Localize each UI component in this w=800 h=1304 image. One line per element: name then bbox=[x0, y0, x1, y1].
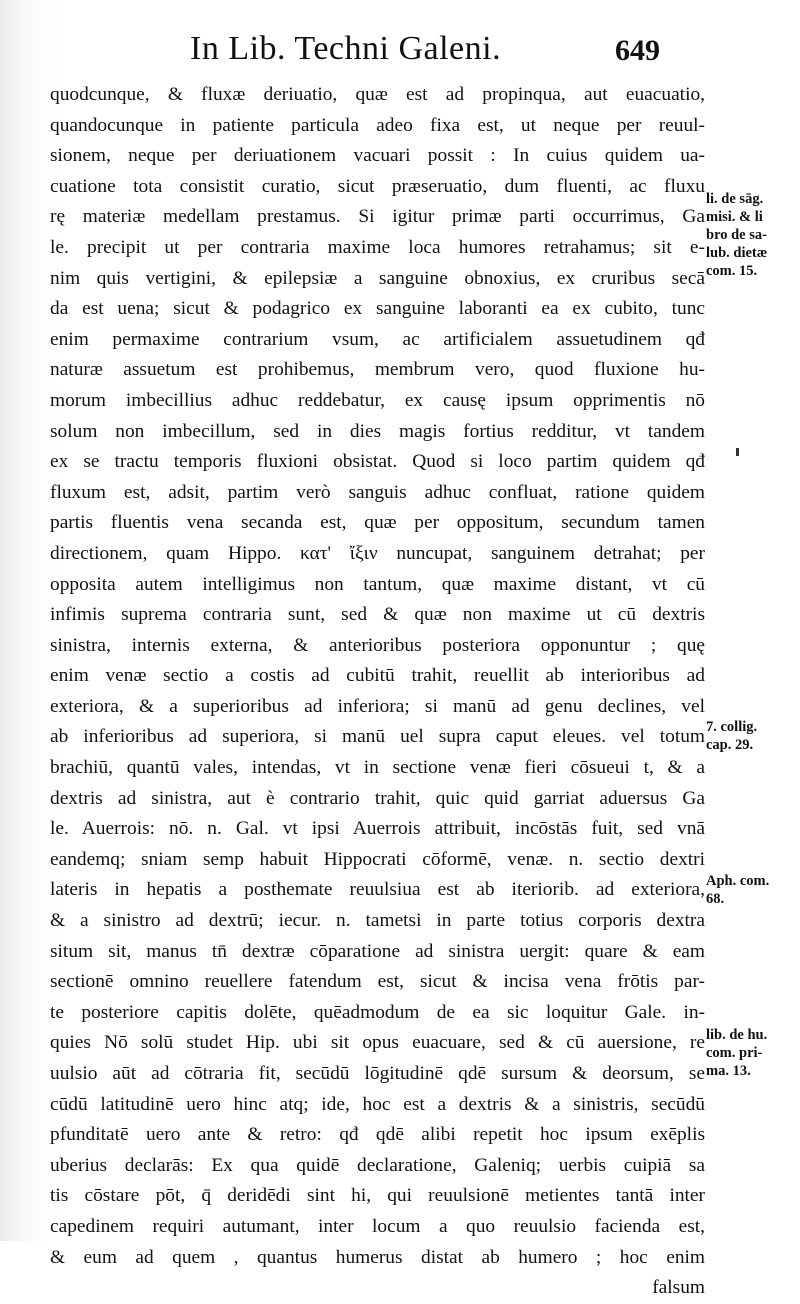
text-line: le. precipit ut per contraria maxime loca humores retrahamus; sit e- bbox=[50, 236, 705, 258]
text-line: naturæ assuetum est prohibemus, membrum vero, quod fluxione hu- bbox=[50, 359, 705, 381]
text-line: opposita autem intelligimus non tantum, quæ maxime distant, vt cū bbox=[50, 573, 705, 595]
margin-note-line: cap. 29. bbox=[706, 737, 754, 753]
text-line: lateris in hepatis a posthemate reuulsiua est ab iteriorib. ad exteriora, bbox=[50, 879, 705, 901]
margin-note-line: lib. de hu. bbox=[706, 1027, 768, 1043]
text-line: rę materiæ medellam prestamus. Si igitur primæ parti occurrimus, Ga bbox=[50, 206, 705, 228]
text-line: cuatione tota consistit curatio, sicut præseruatio, dum fluenti, ac fluxu bbox=[50, 175, 705, 197]
text-line: solum non imbecillum, sed in dies magis fortius redditur, vt tandem bbox=[50, 420, 705, 442]
page-header bbox=[190, 30, 660, 74]
text-line: cūdū latitudinē uero hinc atq; ide, hoc est a dextris & a sinistris, secūdū bbox=[50, 1093, 705, 1115]
text-line: sionem, neque per deriuationem vacuari possit : In cuius quidem ua- bbox=[50, 145, 705, 167]
text-line: & eum ad quem , quantus humerus distat ab humero ; hoc enim bbox=[50, 1246, 705, 1268]
text-line: partis fluentis vena secanda est, quæ per oppositum, secundum tamen bbox=[50, 512, 705, 534]
margin-note-line: ma. 13. bbox=[706, 1063, 751, 1079]
text-line: eandemq; sniam semp habuit Hippocrati cōformē, venæ. n. sectio dextri bbox=[50, 848, 705, 870]
text-line: brachiū, quantū vales, intendas, vt in sectione venæ fieri cōsueui t, & a bbox=[50, 757, 705, 779]
text-line: sinistra, internis externa, & anterioribus posteriora opponuntur ; quę bbox=[50, 634, 705, 656]
margin-note-line: misi. & li bbox=[706, 209, 763, 225]
page-number: 649 bbox=[615, 34, 660, 67]
text-line: enim venæ sectio a costis ad cubitū trahit, reuellit ab interioribus ad bbox=[50, 665, 705, 687]
text-line: enim permaxime contrarium vsum, ac artificialem assuetudinem qđ bbox=[50, 328, 705, 350]
text-line: & a sinistro ad dextrū; iecur. n. tametsi in parte totius corporis dextra bbox=[50, 910, 705, 932]
text-line: da est uena; sicut & podagrico ex sanguine laboranti ea ex cubito, tunc bbox=[50, 298, 705, 320]
text-line: capedinem requiri autumant, inter locum a quo reuulsio facienda est, bbox=[50, 1215, 705, 1237]
text-line: ex se tractu temporis fluxioni obsistat. Quod si loco partim quidem qđ bbox=[50, 451, 705, 473]
text-line: situm sit, manus tn̄ dextræ cōparatione ad sinistra uergit: quare & eam bbox=[50, 940, 705, 962]
text-line: exteriora, & a superioribus ad inferiora; si manū ad genu declines, vel bbox=[50, 695, 705, 717]
margin-note-line: lub. dietæ bbox=[706, 245, 768, 261]
margin-note-line: Aph. com. bbox=[706, 873, 770, 889]
margin-note-line: li. de sāg. bbox=[706, 191, 764, 207]
ink-speck bbox=[736, 448, 739, 456]
text-line: te posteriore capitis dolēte, quēadmodum de ea sic loquitur Gale. in- bbox=[50, 1001, 705, 1023]
text-line: quandocunque in patiente particula adeo fixa est, ut neque per reuul- bbox=[50, 114, 705, 136]
text-line: uulsio aūt ad cōtraria fit, secūdū lōgitudinē qdē sursum & deorsum, se bbox=[50, 1063, 705, 1084]
running-head: In Lib. Techni Galeni. bbox=[190, 30, 502, 67]
margin-note-line: 68. bbox=[706, 891, 725, 907]
text-line: dextris ad sinistra, aut è contrario trahit, quic quid garriat aduersus Ga bbox=[50, 787, 705, 809]
margin-note-line: bro de sa- bbox=[706, 227, 767, 243]
text-line: pfunditatē uero ante & retro: qđ qdē alibi repetit hoc ipsum exēplis bbox=[50, 1124, 705, 1146]
text-line: quies Nō solū studet Hip. ubi sit opus euacuare, sed & cū auersione, re bbox=[50, 1032, 705, 1054]
text-line: quodcunque, & fluxæ deriuatio, quæ est ad propinqua, aut euacuatio, bbox=[50, 84, 705, 105]
text-line: uberius declarās: Ex qua quidē declaratione, Galeniq; uerbis cuipiā sa bbox=[50, 1154, 705, 1176]
margin-note-1 bbox=[706, 190, 798, 280]
margin-note-3 bbox=[706, 872, 798, 908]
margin-note-2 bbox=[706, 718, 798, 754]
margin-note-line: 7. collig. bbox=[706, 719, 758, 735]
margin-note-4 bbox=[706, 1026, 798, 1080]
text-line: sectionē omnino reuellere fatendum est, sicut & incisa vena frōtis par- bbox=[50, 971, 705, 993]
text-line: infimis suprema contraria sunt, sed & quæ non maxime ut cū dextris bbox=[50, 604, 705, 626]
main-text-column bbox=[50, 80, 705, 1304]
text-line: nim quis vertigini, & epilepsiæ a sanguine obnoxius, ex cruribus secā bbox=[50, 267, 705, 289]
text-line: fluxum est, adsit, partim verò sanguis adhuc confluat, ratione quidem bbox=[50, 481, 705, 503]
margin-note-line: com. 15. bbox=[706, 263, 758, 279]
text-line: directionem, quam Hippo. κατ' ἴξιν nuncupat, sanguinem detrahat; per bbox=[50, 542, 705, 564]
margin-note-line: com. pri- bbox=[706, 1045, 763, 1061]
text-line: ab inferioribus ad superiora, si manū uel supra caput eleues. vel totum bbox=[50, 726, 705, 748]
text-line: tis cōstare pōt, q̄ deridēdi sint hi, qui reuulsionē metientes tantā inter bbox=[50, 1185, 705, 1207]
text-line: morum imbecillius adhuc reddebatur, ex causę ipsum opprimentis nō bbox=[50, 389, 705, 411]
text-line: falsum bbox=[652, 1277, 705, 1299]
text-line: le. Auerrois: nō. n. Gal. vt ipsi Auerrois attribuit, incōstās fuit, sed vnā bbox=[50, 818, 705, 840]
